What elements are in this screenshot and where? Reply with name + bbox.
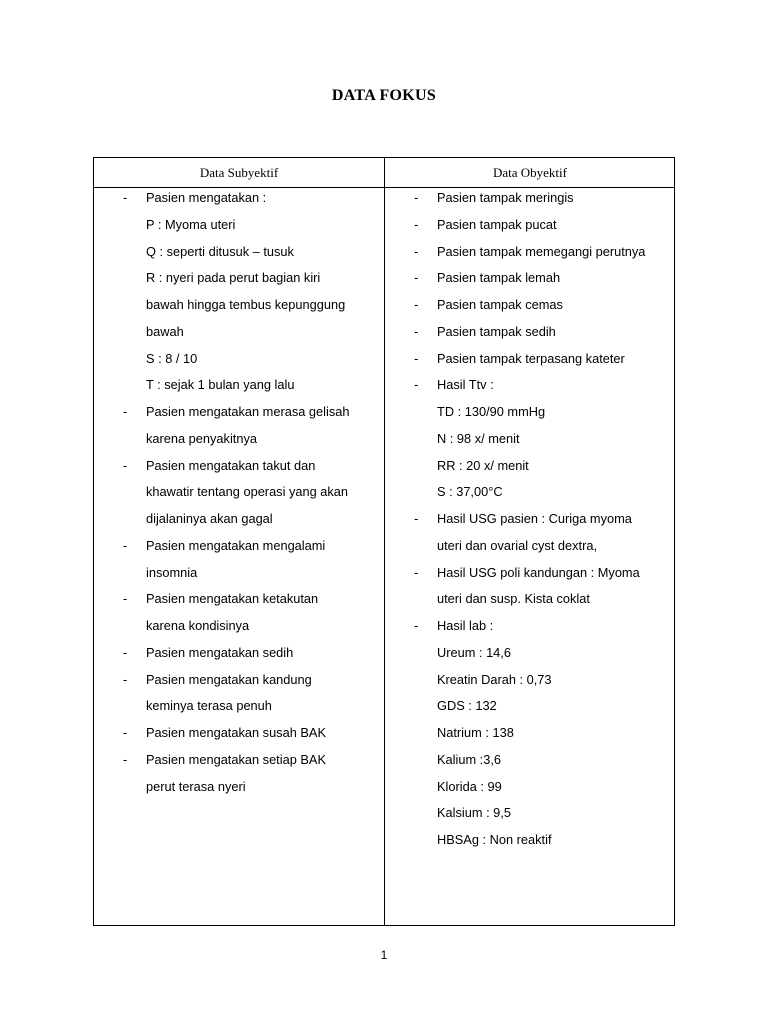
list-item-text: Pasien tampak sedih — [437, 323, 556, 339]
list-item-text: bawah — [146, 323, 184, 339]
list-item-text: Pasien tampak meringis — [437, 190, 574, 205]
list-item — [385, 800, 675, 827]
list-item — [94, 319, 384, 346]
bullet-dash: - — [414, 216, 419, 232]
list-item-text: S : 8 / 10 — [146, 350, 198, 366]
list-item-text: Pasien mengatakan ketakutan — [146, 591, 319, 607]
bullet-dash: - — [414, 190, 419, 205]
list-item-text: keminya terasa penuh — [146, 698, 272, 714]
list-item — [94, 292, 384, 319]
list-item-text: S : 37,00°C — [437, 484, 503, 500]
bullet-dash: - — [414, 297, 419, 312]
list-item — [94, 479, 384, 506]
list-item — [385, 560, 675, 587]
list-item — [94, 506, 384, 533]
list-item — [94, 372, 384, 399]
header-subjective: Data Subyektif — [199, 165, 279, 180]
list-item — [385, 479, 675, 506]
list-item — [94, 720, 384, 747]
list-item-text: RR : 20 x/ menit — [437, 457, 529, 473]
list-item-text: P : Myoma uteri — [146, 216, 236, 232]
list-item-text: Q : seperti ditusuk – tusuk — [146, 243, 294, 259]
list-item-text: Hasil Ttv : — [437, 377, 494, 393]
list-item-text: Pasien mengatakan takut dan — [146, 457, 316, 473]
list-item-text: TD : 130/90 mmHg — [437, 404, 546, 419]
list-item-text: Pasien mengatakan mengalami — [146, 537, 326, 553]
list-item — [385, 265, 675, 292]
list-item-text: HBSAg : Non reaktif — [437, 832, 552, 847]
list-item — [94, 426, 384, 453]
list-item — [94, 533, 384, 560]
list-item — [385, 827, 675, 854]
list-item — [385, 212, 675, 239]
list-item — [94, 185, 384, 212]
bullet-dash: - — [414, 350, 419, 366]
header-objective: Data Obyektif — [492, 165, 567, 180]
list-item — [94, 747, 384, 774]
list-item-text: GDS : 132 — [437, 698, 497, 714]
list-item — [94, 613, 384, 640]
list-item — [385, 506, 675, 533]
page-title: DATA FOKUS — [331, 87, 437, 104]
bullet-dash: - — [414, 618, 419, 633]
list-item — [385, 239, 675, 266]
list-item-text: Pasien mengatakan : — [146, 190, 267, 205]
list-item-text: Klorida : 99 — [437, 778, 502, 794]
bullet-dash: - — [123, 725, 128, 740]
list-item — [385, 292, 675, 319]
list-item — [94, 346, 384, 373]
list-item — [94, 640, 384, 667]
list-item — [385, 774, 675, 801]
list-item-text: uteri dan ovarial cyst dextra, — [437, 537, 598, 553]
objective-column — [385, 185, 675, 854]
list-item — [385, 640, 675, 667]
list-item-text: Pasien tampak terpasang kateter — [437, 350, 625, 366]
list-item-text: Kalsium : 9,5 — [437, 805, 511, 821]
list-item — [94, 399, 384, 426]
list-item-text: bawah hingga tembus kepunggung — [146, 297, 346, 312]
bullet-dash: - — [123, 751, 128, 767]
list-item-text: Pasien mengatakan sedih — [146, 644, 294, 660]
list-item-text: uteri dan susp. Kista coklat — [437, 591, 590, 607]
list-item-text: T : sejak 1 bulan yang lalu — [146, 377, 295, 393]
list-item — [385, 667, 675, 694]
list-item-text: Pasien tampak cemas — [437, 297, 563, 312]
list-item — [385, 319, 675, 346]
list-item-text: Pasien mengatakan setiap BAK — [146, 751, 326, 767]
list-item — [385, 533, 675, 560]
list-item-text: Pasien tampak lemah — [437, 270, 561, 286]
list-item-text: Hasil USG pasien : Curiga myoma — [437, 511, 632, 526]
list-item-text: karena kondisinya — [146, 618, 250, 633]
bullet-dash: - — [414, 564, 419, 580]
list-item — [385, 399, 675, 426]
list-item-text: dijalaninya akan gagal — [146, 511, 273, 526]
list-item — [94, 693, 384, 720]
bullet-dash: - — [123, 591, 128, 607]
list-item-text: khawatir tentang operasi yang akan — [146, 484, 349, 500]
list-item — [385, 185, 675, 212]
list-item-text: Pasien tampak pucat — [437, 216, 557, 232]
list-item — [94, 586, 384, 613]
list-item-text: Kalium :3,6 — [437, 751, 502, 767]
bullet-dash: - — [414, 377, 419, 393]
list-item-text: Ureum : 14,6 — [437, 644, 511, 660]
bullet-dash: - — [414, 270, 419, 286]
bullet-dash: - — [123, 190, 128, 205]
list-item — [94, 239, 384, 266]
list-item-text: Pasien mengatakan kandung — [146, 671, 312, 687]
list-item — [94, 212, 384, 239]
list-item-text: R : nyeri pada perut bagian kiri — [146, 270, 321, 286]
list-item-text: perut terasa nyeri — [146, 778, 246, 794]
list-item — [385, 693, 675, 720]
list-item — [94, 774, 384, 801]
list-item — [94, 560, 384, 587]
list-item — [385, 720, 675, 747]
list-item — [385, 453, 675, 480]
bullet-dash: - — [123, 537, 128, 553]
list-item-text: Hasil lab : — [437, 618, 494, 633]
bullet-dash: - — [414, 323, 419, 339]
list-item — [94, 667, 384, 694]
list-item — [94, 453, 384, 480]
bullet-dash: - — [414, 243, 419, 259]
list-item — [94, 265, 384, 292]
list-item-text: Pasien tampak memegangi perutnya — [437, 243, 646, 259]
bullet-dash: - — [123, 671, 128, 687]
page-number: 1 — [380, 948, 388, 962]
list-item — [385, 586, 675, 613]
list-item — [385, 426, 675, 453]
list-item — [385, 747, 675, 774]
bullet-dash: - — [123, 644, 128, 660]
list-item-text: insomnia — [146, 564, 198, 580]
subjective-column — [94, 185, 384, 800]
data-table — [93, 157, 675, 926]
list-item — [385, 346, 675, 373]
bullet-dash: - — [123, 457, 128, 473]
list-item — [385, 613, 675, 640]
bullet-dash: - — [123, 404, 128, 419]
list-item-text: Pasien mengatakan merasa gelisah — [146, 404, 350, 419]
list-item-text: Pasien mengatakan susah BAK — [146, 725, 326, 740]
list-item-text: N : 98 x/ menit — [437, 430, 520, 446]
list-item-text: karena penyakitnya — [146, 430, 257, 446]
bullet-dash: - — [414, 511, 419, 526]
list-item-text: Natrium : 138 — [437, 725, 514, 740]
list-item-text: Kreatin Darah : 0,73 — [437, 671, 552, 687]
list-item — [385, 372, 675, 399]
list-item-text: Hasil USG poli kandungan : Myoma — [437, 564, 640, 580]
